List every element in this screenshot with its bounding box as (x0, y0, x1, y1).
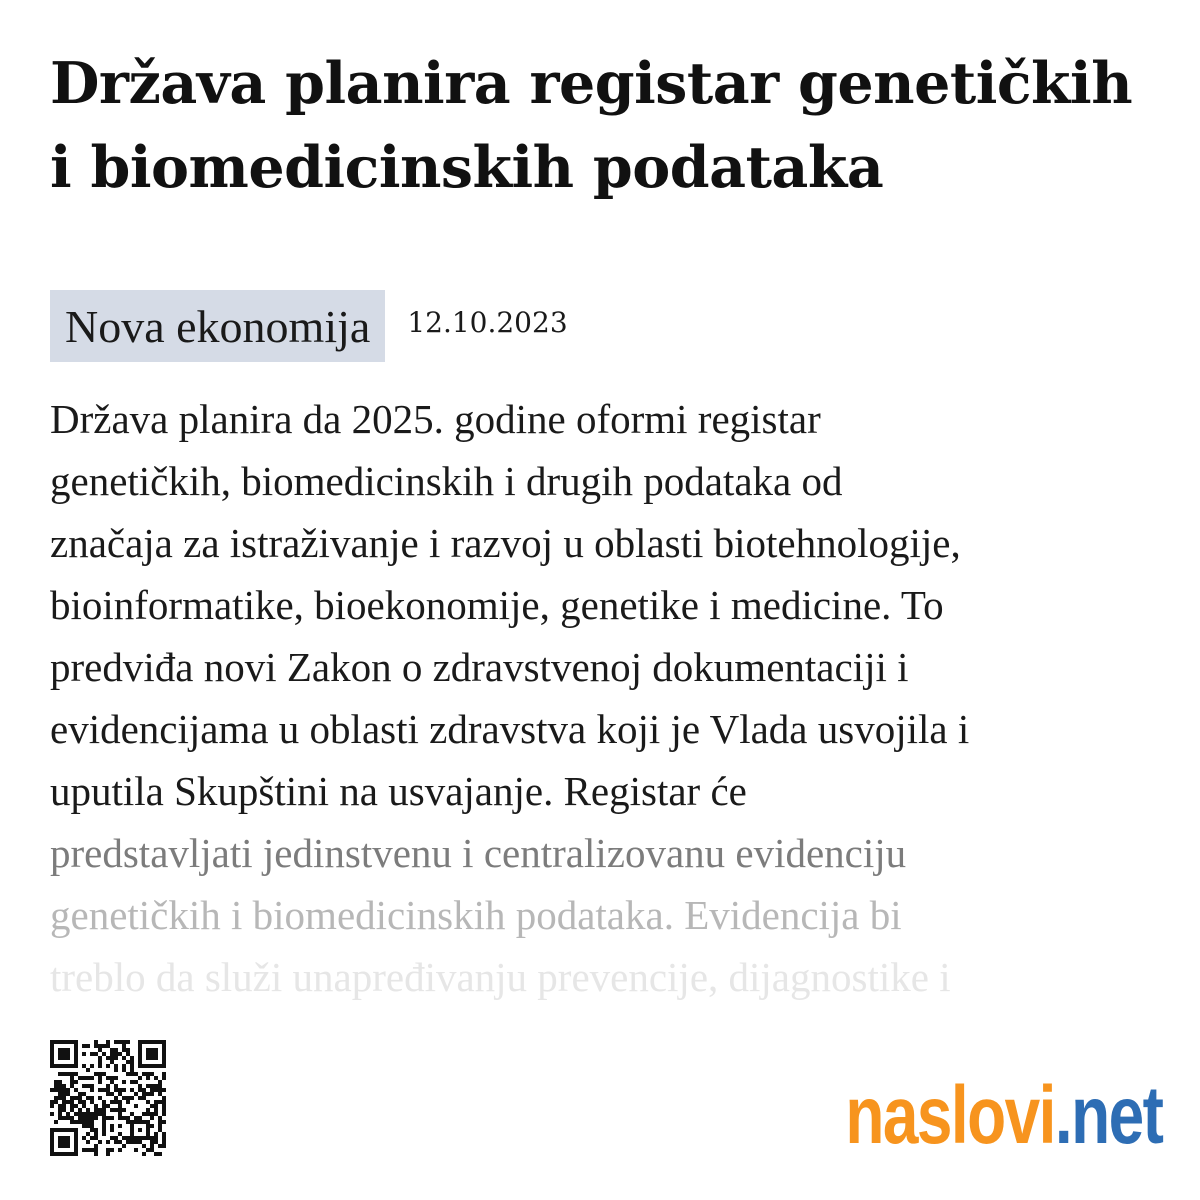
article-date: 12.10.2023 (407, 306, 568, 339)
body-line-faded: treblo da služi unapređivanju prevencije, dijagnostike i (50, 954, 951, 1000)
body-line-faded: predstavljati jedinstvenu i centralizovanu evidenciju (50, 830, 907, 876)
body-line-faded: genetičkih i biomedicinskih podataka. Evidencija bi (50, 892, 902, 938)
body-line: Država planira da 2025. godine oformi registar (50, 396, 821, 442)
body-line: uputila Skupštini na usvajanje. Registar će (50, 768, 747, 814)
article-meta (50, 290, 568, 362)
qr-code-icon[interactable] (50, 1040, 166, 1156)
body-line: bioinformatike, bioekonomije, genetike i medicine. To (50, 582, 944, 628)
body-line: evidencijama u oblasti zdravstva koji je Vlada usvojila i (50, 706, 970, 752)
article-title: Država planira registar genetičkih i biomedicinskih podataka (50, 50, 1133, 201)
article-body (50, 388, 1160, 1003)
naslovi-logo[interactable] (845, 1066, 1162, 1166)
body-line: genetičkih, biomedicinskih i drugih podataka od (50, 458, 843, 504)
body-line: značaja za istraživanje i razvoj u oblasti biotehnologije, (50, 520, 961, 566)
logo-part-net: .net (1054, 1070, 1162, 1161)
body-line: predviđa novi Zakon o zdravstvenoj dokumentaciji i (50, 644, 909, 690)
source-badge[interactable]: Nova ekonomija (50, 290, 385, 362)
logo-part-naslovi: naslovi (845, 1070, 1055, 1161)
